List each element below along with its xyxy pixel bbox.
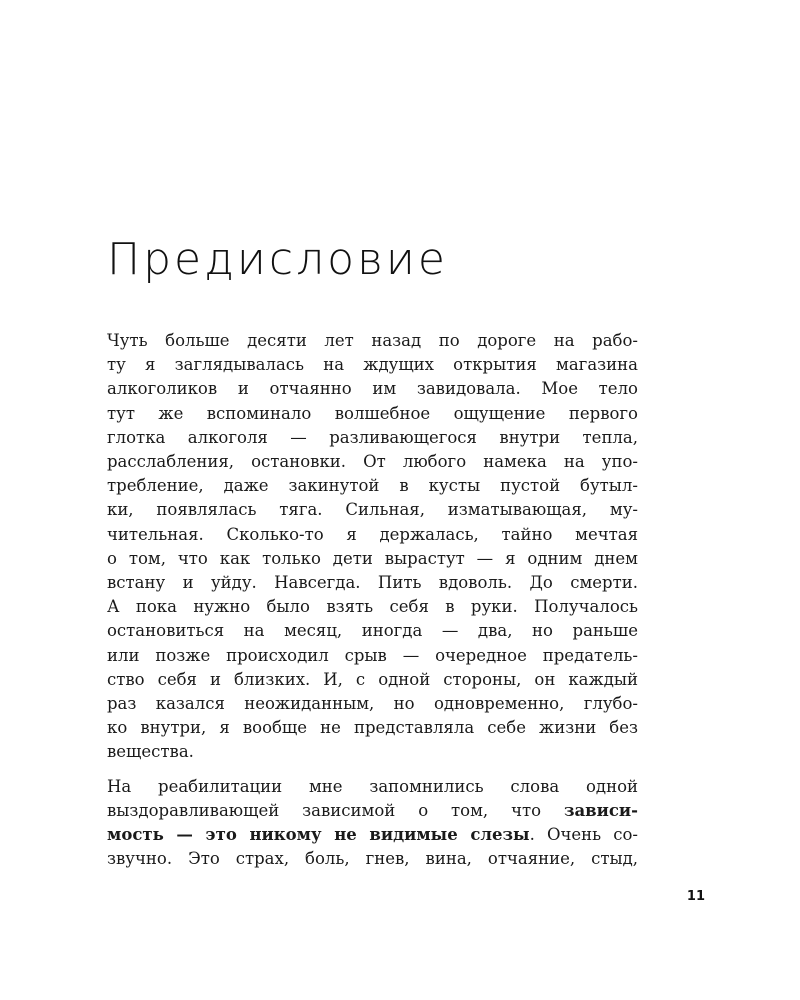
text-line: ко внутри, я вообще не представляла себе жизни без [107,718,638,738]
text-line: требление, даже закинутой в кусты пустой бутыл- [107,476,638,496]
text-line: расслабления, остановки. От любого намека на упо- [107,452,638,472]
text-line: или позже происходил срыв — очередное предатель- [107,645,638,665]
text-line: чительная. Сколько-то я держалась, тайно мечтая [107,524,638,544]
text-line: раз казался неожиданным, но одновременно, глубо- [107,694,638,714]
text-line: остановиться на месяц, иногда — два, но раньше [107,621,638,641]
page-number: 11 [686,889,705,904]
text-line: о том, что как только дети вырастут — я одним днем [107,548,638,568]
text-line: ки, появлялась тяга. Сильная, изматывающая, му- [107,500,638,520]
body-text [107,329,638,871]
text-line: алкоголиков и отчаянно им завидовала. Мое тело [107,379,638,399]
text-line: А пока нужно было взять себя в руки. Получалось [107,597,638,617]
paragraph-2 [107,775,638,872]
text-line: встану и уйду. Навсегда. Пить вдоволь. До смерти. [107,573,638,593]
emphasis-text: зависи- [563,800,638,820]
emphasis-text: мость — это никому не видимые слезы [107,825,530,845]
text-line: ство себя и близких. И, с одной стороны, он каждый [107,669,638,689]
text-line: глотка алкоголя — разливающегося внутри тепла, [107,427,638,447]
text-line: На реабилитации мне запомнились слова одной [107,776,638,796]
text-run: выздоравливающей зависимой о том, что [107,800,564,820]
text-line: вещества. [107,742,194,762]
text-line: ту я заглядывалась на ждущих открытия магазина [107,355,638,375]
text-line: тут же вспоминало волшебное ощущение первого [107,403,638,423]
paragraph-1 [107,329,638,765]
text-line [107,823,638,847]
text-line: звучно. Это страх, боль, гнев, вина, отчаяние, стыд, [107,849,638,869]
text-line: Чуть больше десяти лет назад по дороге на рабо- [107,331,638,350]
chapter-title: Предисловие [107,234,448,285]
text-line [107,799,638,823]
text-run: . Очень со- [529,825,638,845]
